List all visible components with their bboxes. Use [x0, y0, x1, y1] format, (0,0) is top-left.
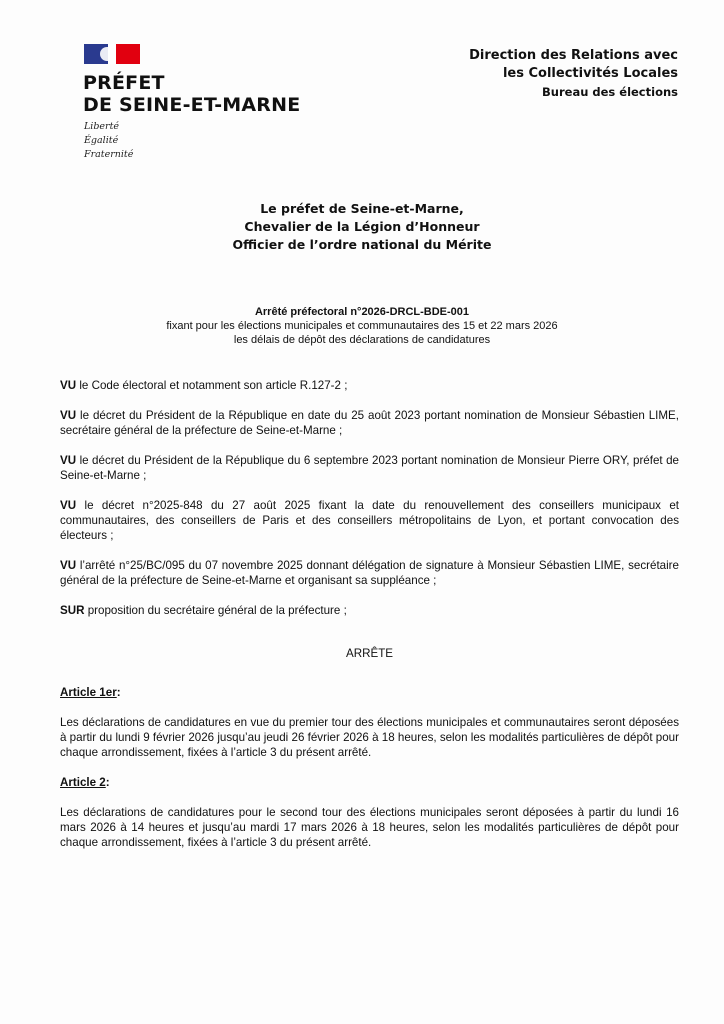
visa-lead: VU — [60, 499, 77, 512]
authority-titles — [0, 200, 724, 254]
service-line: Direction des Relations avec — [469, 48, 678, 63]
authority-line: Chevalier de la Légion d’Honneur — [244, 219, 480, 234]
visa-paragraph — [60, 558, 679, 588]
arrete-label: ARRÊTE — [345, 647, 394, 660]
visa-paragraph — [60, 408, 679, 438]
visa-paragraph — [60, 498, 679, 543]
article-1-title — [60, 685, 679, 700]
flag-red-band — [116, 44, 140, 64]
authority-line: Officier de l’ordre national du Mérite — [232, 237, 492, 252]
marianne-profile-icon — [100, 47, 114, 61]
marianne-flag-icon — [84, 44, 140, 64]
authority-line: Le préfet de Seine-et-Marne, — [260, 201, 464, 216]
decree-heading — [0, 305, 724, 347]
visa-paragraph — [60, 378, 679, 393]
issuing-service — [469, 47, 678, 101]
service-line: les Collectivités Locales — [502, 66, 678, 81]
visa-text: le Code électoral et notamment son article R.127-2 ; — [76, 379, 348, 392]
decree-subject-line: fixant pour les élections municipales et communautaires des 15 et 22 mars 2026 — [166, 320, 558, 332]
motto-fraternite: Fraternité — [84, 149, 134, 160]
visa-lead: VU — [60, 454, 77, 467]
article-2-title — [60, 775, 679, 790]
visa-text: le décret du Président de la République en date du 25 août 2023 portant nomination de Monsieur Sébastien LIME, secrétaire général de la préfecture de Seine-et-Marne ; — [60, 409, 679, 437]
article-title-suffix: : — [116, 686, 121, 699]
article-title-text: Article 2 — [60, 776, 106, 789]
prefecture-name — [83, 72, 300, 116]
decree-number: Arrêté préfectoral n°2026-DRCL-BDE-001 — [254, 306, 470, 318]
visa-text: l’arrêté n°25/BC/095 du 07 novembre 2025 donnant délégation de signature à Monsieur Sébastien LIME, secrétaire général de la préfecture de Seine-et-Marne et organisant sa suppléance ; — [60, 559, 679, 587]
republic-motto — [84, 120, 133, 162]
visa-lead: VU — [60, 409, 77, 422]
visa-text: le décret du Président de la République du 6 septembre 2023 portant nomination de Monsieur Pierre ORY, préfet de Seine-et-Marne ; — [60, 454, 679, 482]
proposal-paragraph — [60, 603, 679, 618]
visa-text: proposition du secrétaire général de la préfecture ; — [84, 604, 347, 617]
decree-subject-line: les délais de dépôt des déclarations de candidatures — [233, 334, 491, 346]
prefecture-line: DE SEINE-ET-MARNE — [83, 94, 301, 116]
motto-egalite: Égalité — [84, 135, 119, 146]
article-1-text: Les déclarations de candidatures en vue du premier tour des élections municipales et communautaires seront déposées à partir du lundi 9 février 2026 jusqu’au jeudi 26 février 2026 à 18 heures, selon les modalités particulières de dépôt pour chaque arrondissement, fixées à l’article 3 du présent arrêté. — [60, 716, 679, 759]
visa-lead: VU — [60, 379, 77, 392]
visa-lead: VU — [60, 559, 77, 572]
visa-text: le décret n°2025-848 du 27 août 2025 fixant la date du renouvellement des conseillers municipaux et communautaires, des conseillers de Paris et des conseillers métropolitains de Lyon, et portant convocation des électeurs ; — [60, 499, 679, 542]
motto-liberte: Liberté — [84, 121, 120, 132]
prefecture-line: PRÉFET — [83, 72, 165, 94]
article-2-text: Les déclarations de candidatures pour le second tour des élections municipales seront déposées à partir du lundi 16 mars 2026 à 14 heures et jusqu’au mardi 17 mars 2026 à 18 heures, selon les modalités particulières de dépôt pour chaque arrondissement, fixées à l’article 3 du présent arrêté. — [60, 806, 679, 849]
decree-body — [60, 378, 679, 865]
article-title-suffix: : — [105, 776, 110, 789]
bureau-name: Bureau des élections — [542, 85, 678, 99]
visa-lead: SUR — [60, 604, 85, 617]
article-title-text: Article 1er — [60, 686, 117, 699]
visa-paragraph — [60, 453, 679, 483]
